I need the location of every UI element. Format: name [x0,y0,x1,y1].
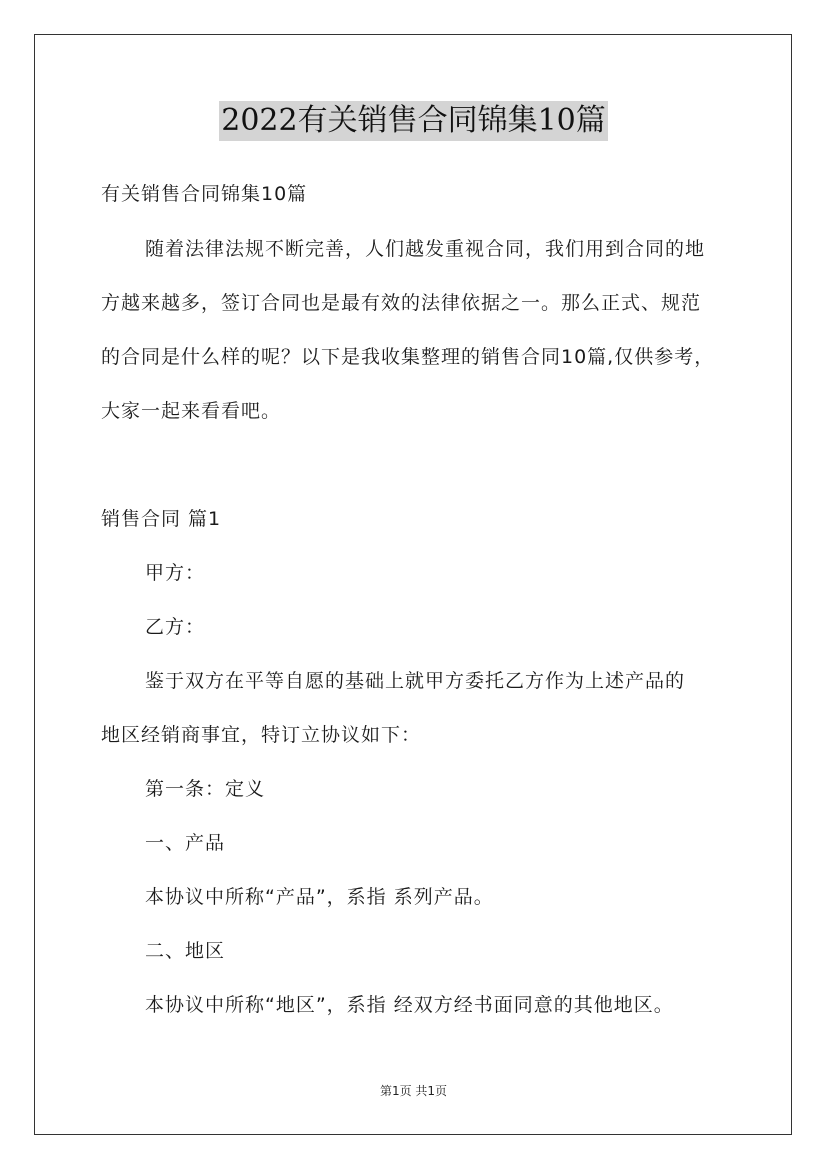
item-2-text: 本协议中所称“地区”，系指 经双方经书面同意的其他地区。 [145,994,674,1016]
item-1-heading: 一、产品 [145,832,226,854]
document-title: 2022有关销售合同锦集10篇 [219,101,608,141]
item-2-heading: 二、地区 [145,940,226,962]
preamble-line-1: 鉴于双方在平等自愿的基础上就甲方委托乙方作为上述产品的 [145,670,686,692]
document-subtitle: 有关销售合同锦集10篇 [101,183,308,205]
page-footer: 第1页 共1页 [379,1084,448,1098]
party-a-label: 甲方： [145,562,206,584]
intro-line-3: 的合同是什么样的呢？以下是我收集整理的销售合同10篇,仅供参考， [101,346,715,368]
intro-line-1: 随着法律法规不断完善，人们越发重视合同，我们用到合同的地 [145,238,706,260]
title-container [0,101,827,141]
intro-line-2: 方越来越多，签订合同也是最有效的法律依据之一。那么正式、规范 [101,292,702,314]
article-1-heading: 第一条：定义 [145,778,266,800]
item-1-text: 本协议中所称“产品”，系指 系列产品。 [145,886,494,908]
party-b-label: 乙方： [145,616,206,638]
intro-line-4: 大家一起来看看吧。 [101,400,282,422]
preamble-line-2: 地区经销商事宜，特订立协议如下： [101,724,422,746]
section-heading: 销售合同 篇1 [101,508,222,530]
